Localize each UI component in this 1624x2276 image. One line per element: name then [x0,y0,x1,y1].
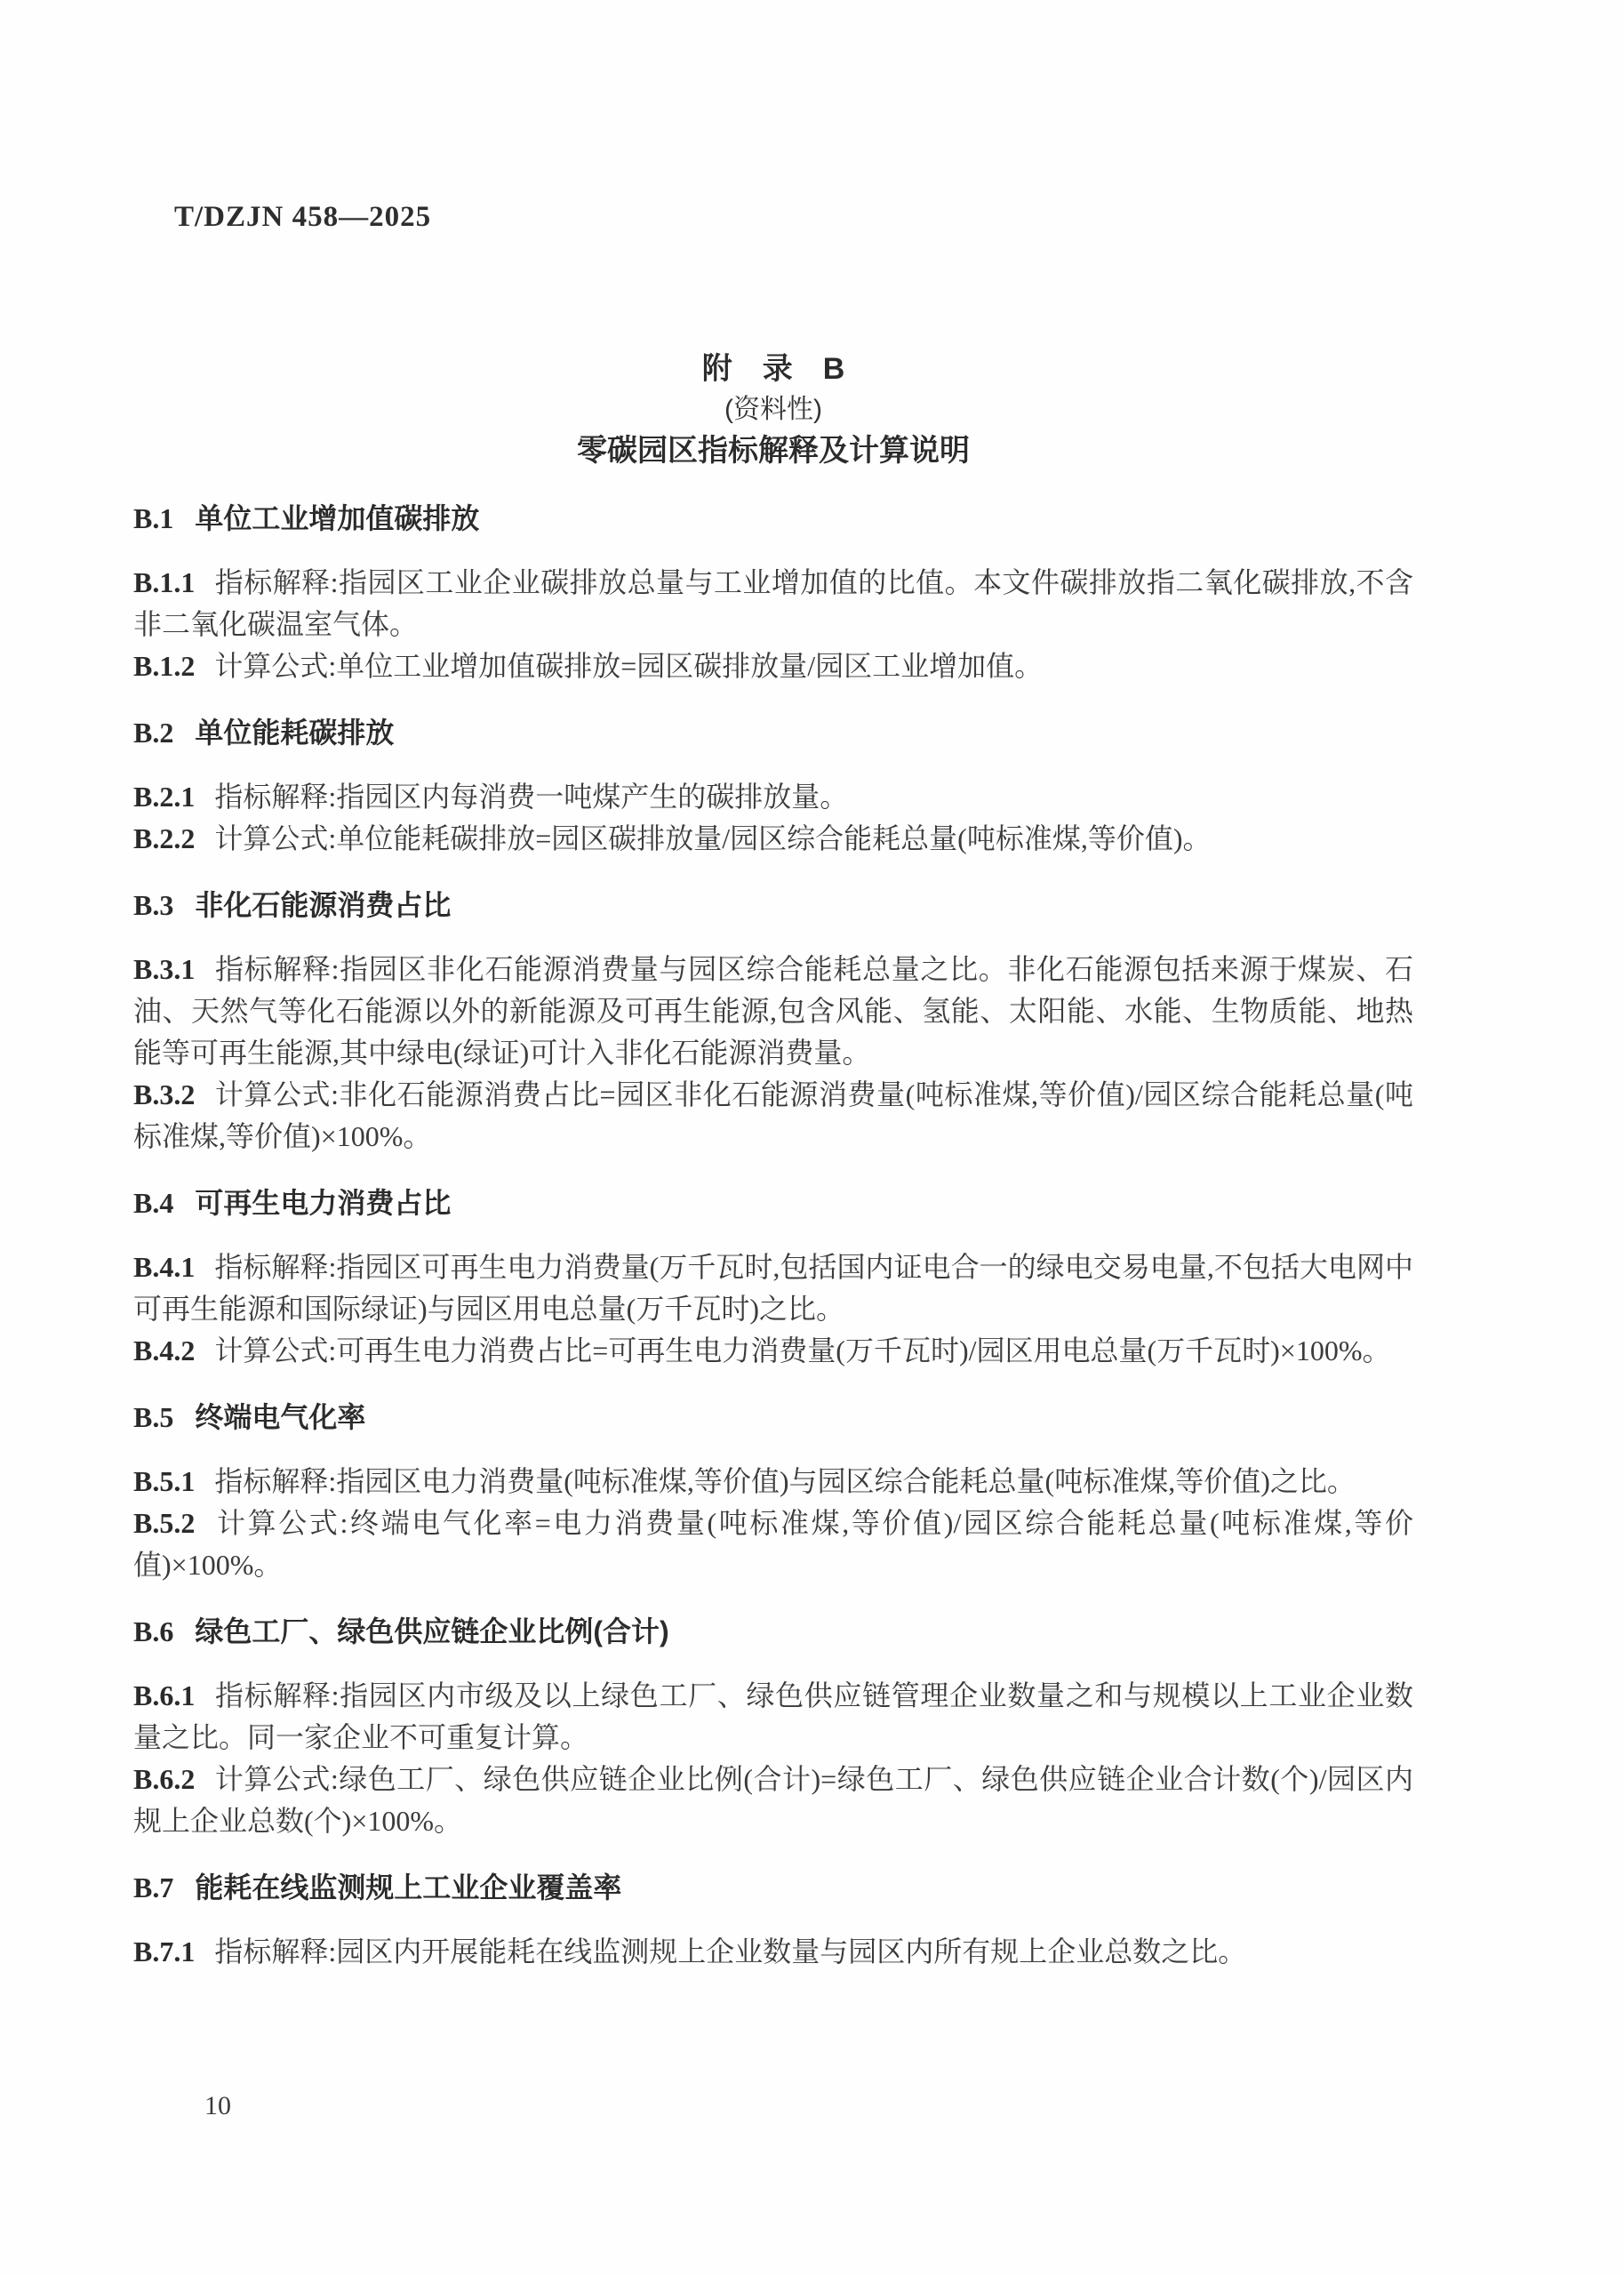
section-title: 绿色工厂、绿色供应链企业比例(合计) [195,1615,669,1647]
clause-paragraph [133,1246,1413,1330]
section-number: B.5 [133,1401,174,1433]
clause-paragraph [133,645,1413,687]
clause-number: B.5.2 [133,1507,196,1539]
section-heading [133,712,1413,754]
clause-number: B.4.2 [133,1334,196,1366]
section-number: B.3 [133,889,174,921]
clause-paragraph [133,1503,1413,1586]
section-number: B.6 [133,1615,174,1647]
clause-number: B.5.1 [133,1465,196,1497]
section-b6 [133,1611,1413,1842]
section-number: B.2 [133,717,174,749]
section-title: 非化石能源消费占比 [195,889,452,921]
clause-text: 指标解释:指园区可再生电力消费量(万千瓦时,包括国内证电合一的绿电交易电量,不包括大电网中可再生能源和国际绿证)与园区用电总量(万千瓦时)之比。 [133,1251,1413,1325]
clause-number: B.2.2 [133,822,196,854]
clause-text: 计算公式:可再生电力消费占比=可再生电力消费量(万千瓦时)/园区用电总量(万千瓦时)×100%。 [214,1334,1391,1366]
clause-text: 计算公式:绿色工厂、绿色供应链企业比例(合计)=绿色工厂、绿色供应链企业合计数(个)/园区内规上企业总数(个)×100%。 [133,1763,1413,1837]
clause-paragraph [133,562,1413,645]
clause-number: B.4.1 [133,1251,196,1283]
appendix-label: 附 录 B [701,352,845,386]
clause-number: B.6.2 [133,1763,196,1795]
section-b3 [133,885,1413,1158]
section-heading [133,1182,1413,1224]
section-heading [133,885,1413,926]
clause-paragraph [133,776,1413,818]
clause-text: 计算公式:单位工业增加值碳排放=园区碳排放量/园区工业增加值。 [214,650,1044,682]
section-title: 单位工业增加值碳排放 [195,502,480,534]
clause-text: 指标解释:指园区电力消费量(吨标准煤,等价值)与园区综合能耗总量(吨标准煤,等价值)之比。 [214,1465,1356,1497]
section-title: 可再生电力消费占比 [195,1187,452,1219]
clause-number: B.3.2 [133,1078,196,1110]
clause-text: 指标解释:指园区非化石能源消费量与园区综合能耗总量之比。非化石能源包括来源于煤炭、石油、天然气等化石能源以外的新能源及可再生能源,包含风能、氢能、太阳能、水能、生物质能、地热能等可再生能源,其中绿电(绿证)可计入非化石能源消费量。 [133,953,1413,1069]
clause-text: 指标解释:指园区内每消费一吨煤产生的碳排放量。 [214,781,849,813]
section-title: 单位能耗碳排放 [195,717,395,749]
section-title: 能耗在线监测规上工业企业覆盖率 [195,1871,622,1903]
clause-paragraph [133,1931,1413,1973]
section-number: B.7 [133,1871,174,1903]
section-heading [133,1867,1413,1909]
appendix-subject: 零碳园区指标解释及计算说明 [577,434,970,468]
section-heading [133,498,1413,540]
running-header: T/DZJN 458—2025 [174,201,432,233]
section-number: B.4 [133,1187,174,1219]
section-b5 [133,1397,1413,1586]
clause-paragraph [133,1675,1413,1759]
clause-text: 指标解释:园区内开展能耗在线监测规上企业数量与园区内所有规上企业总数之比。 [214,1935,1247,1967]
clause-number: B.6.1 [133,1679,196,1711]
clause-text: 指标解释:指园区内市级及以上绿色工厂、绿色供应链管理企业数量之和与规模以上工业企业数量之比。同一家企业不可重复计算。 [133,1679,1413,1753]
appendix-title-block [133,349,1413,471]
clause-number: B.3.1 [133,953,196,985]
section-b4 [133,1182,1413,1372]
page-number: 10 [204,2091,231,2120]
section-b7 [133,1867,1413,1973]
clause-number: B.2.1 [133,781,196,813]
clause-paragraph [133,949,1413,1074]
section-title: 终端电气化率 [195,1401,366,1433]
clause-text: 计算公式:非化石能源消费占比=园区非化石能源消费量(吨标准煤,等价值)/园区综合能耗总量(吨标准煤,等价值)×100%。 [133,1078,1413,1152]
clause-text: 指标解释:指园区工业企业碳排放总量与工业增加值的比值。本文件碳排放指二氧化碳排放,不含非二氧化碳温室气体。 [133,566,1413,640]
clause-text: 计算公式:终端电气化率=电力消费量(吨标准煤,等价值)/园区综合能耗总量(吨标准煤,等价值)×100%。 [133,1507,1413,1581]
section-heading [133,1611,1413,1653]
section-heading [133,1397,1413,1439]
page-content [133,349,1413,1973]
clause-paragraph [133,1330,1413,1372]
section-b2 [133,712,1413,860]
section-b1 [133,498,1413,687]
clause-number: B.1.2 [133,650,196,682]
clause-number: B.1.1 [133,566,196,598]
clause-paragraph [133,1759,1413,1842]
section-number: B.1 [133,502,174,534]
clause-number: B.7.1 [133,1935,196,1967]
clause-paragraph [133,1074,1413,1158]
clause-text: 计算公式:单位能耗碳排放=园区碳排放量/园区综合能耗总量(吨标准煤,等价值)。 [214,822,1212,854]
clause-paragraph [133,1461,1413,1503]
appendix-type: (资料性) [724,395,822,424]
clause-paragraph [133,818,1413,860]
